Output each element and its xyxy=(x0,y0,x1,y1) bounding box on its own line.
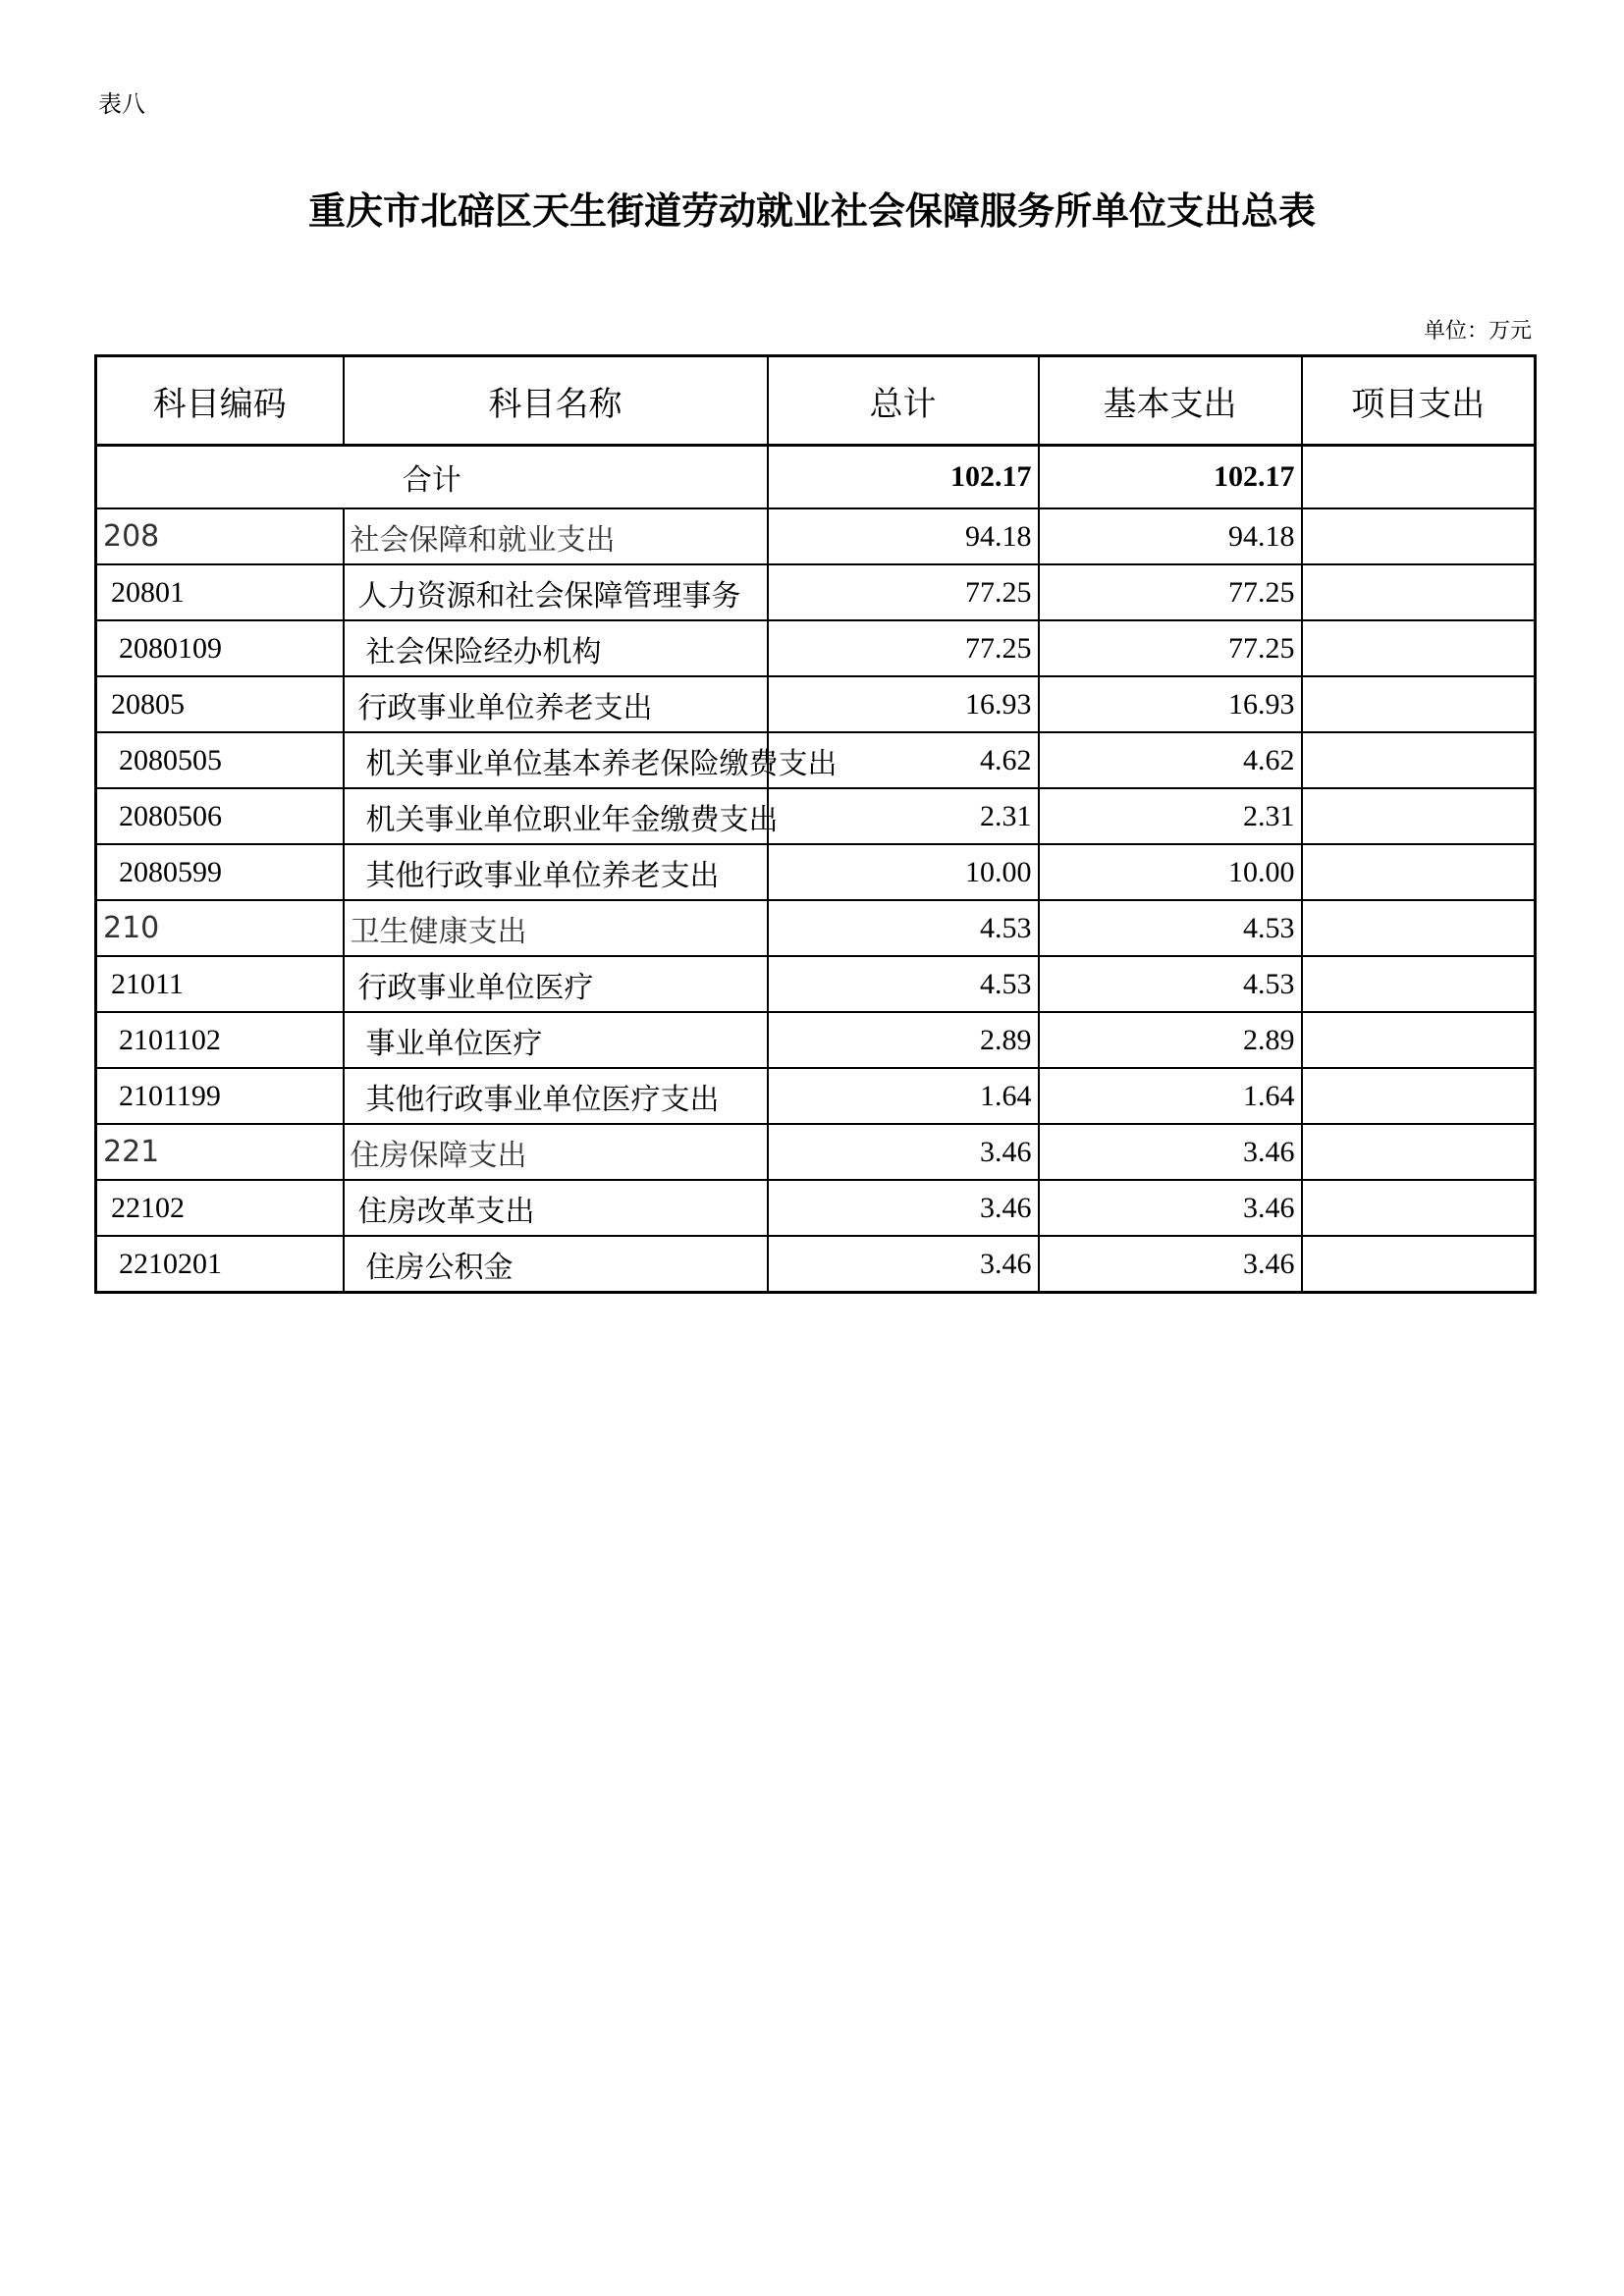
table-row xyxy=(96,508,1536,564)
row-name: 人力资源和社会保障管理事务 xyxy=(344,564,768,620)
row-basic: 4.53 xyxy=(1039,956,1302,1012)
row-code: 2080505 xyxy=(96,732,344,788)
row-project xyxy=(1302,564,1536,620)
row-total: 3.46 xyxy=(768,1180,1039,1236)
row-name: 社会保险经办机构 xyxy=(344,620,768,676)
row-name: 住房公积金 xyxy=(344,1236,768,1293)
header-project: 项目支出 xyxy=(1302,356,1536,446)
row-code: 22102 xyxy=(96,1180,344,1236)
row-name: 机关事业单位基本养老保险缴费支出 xyxy=(344,732,768,788)
table-row xyxy=(96,788,1536,844)
total-row xyxy=(96,446,1536,509)
row-total: 3.46 xyxy=(768,1236,1039,1293)
row-basic: 4.62 xyxy=(1039,732,1302,788)
row-total: 4.53 xyxy=(768,956,1039,1012)
row-name: 其他行政事业单位养老支出 xyxy=(344,844,768,900)
row-name: 行政事业单位养老支出 xyxy=(344,676,768,732)
header-total: 总计 xyxy=(768,356,1039,446)
row-name: 事业单位医疗 xyxy=(344,1012,768,1068)
page-title: 重庆市北碚区天生街道劳动就业社会保障服务所单位支出总表 xyxy=(307,188,1316,233)
row-project xyxy=(1302,676,1536,732)
table-row xyxy=(96,900,1536,956)
row-project xyxy=(1302,900,1536,956)
row-project xyxy=(1302,956,1536,1012)
row-basic: 16.93 xyxy=(1039,676,1302,732)
header-name: 科目名称 xyxy=(344,356,768,446)
table-row xyxy=(96,676,1536,732)
row-name: 卫生健康支出 xyxy=(344,900,768,956)
row-code: 221 xyxy=(96,1124,344,1180)
unit-label: 单位：万元 xyxy=(1423,319,1532,344)
table-row xyxy=(96,1068,1536,1124)
total-label: 合计 xyxy=(96,446,768,509)
row-code: 21011 xyxy=(96,956,344,1012)
row-code: 2101199 xyxy=(96,1068,344,1124)
row-code: 2080109 xyxy=(96,620,344,676)
row-name: 住房改革支出 xyxy=(344,1180,768,1236)
row-code: 2101102 xyxy=(96,1012,344,1068)
row-project xyxy=(1302,1124,1536,1180)
row-total: 77.25 xyxy=(768,620,1039,676)
row-basic: 94.18 xyxy=(1039,508,1302,564)
row-code: 2080599 xyxy=(96,844,344,900)
row-code: 2210201 xyxy=(96,1236,344,1293)
row-basic: 3.46 xyxy=(1039,1236,1302,1293)
table-number-label: 表八 xyxy=(98,90,145,118)
row-code: 2080506 xyxy=(96,788,344,844)
header-code: 科目编码 xyxy=(96,356,344,446)
row-total: 77.25 xyxy=(768,564,1039,620)
row-project xyxy=(1302,620,1536,676)
row-basic: 77.25 xyxy=(1039,620,1302,676)
row-total: 10.00 xyxy=(768,844,1039,900)
row-project xyxy=(1302,1012,1536,1068)
table-row xyxy=(96,1124,1536,1180)
row-basic: 3.46 xyxy=(1039,1124,1302,1180)
row-project xyxy=(1302,1068,1536,1124)
row-project xyxy=(1302,1236,1536,1293)
row-basic: 1.64 xyxy=(1039,1068,1302,1124)
table-body xyxy=(96,446,1536,1293)
table-row xyxy=(96,1012,1536,1068)
row-project xyxy=(1302,788,1536,844)
total-basic: 102.17 xyxy=(1039,446,1302,509)
table-header-row xyxy=(96,356,1536,446)
row-basic: 10.00 xyxy=(1039,844,1302,900)
expenditure-table xyxy=(94,354,1537,1294)
row-total: 94.18 xyxy=(768,508,1039,564)
row-total: 3.46 xyxy=(768,1124,1039,1180)
row-basic: 2.89 xyxy=(1039,1012,1302,1068)
row-code: 210 xyxy=(96,900,344,956)
row-total: 4.53 xyxy=(768,900,1039,956)
row-basic: 3.46 xyxy=(1039,1180,1302,1236)
total-project xyxy=(1302,446,1536,509)
table-row xyxy=(96,732,1536,788)
row-name: 机关事业单位职业年金缴费支出 xyxy=(344,788,768,844)
row-total: 2.89 xyxy=(768,1012,1039,1068)
row-total: 1.64 xyxy=(768,1068,1039,1124)
table-row xyxy=(96,956,1536,1012)
row-project xyxy=(1302,732,1536,788)
row-name: 住房保障支出 xyxy=(344,1124,768,1180)
row-name: 社会保障和就业支出 xyxy=(344,508,768,564)
header-basic: 基本支出 xyxy=(1039,356,1302,446)
row-basic: 77.25 xyxy=(1039,564,1302,620)
row-project xyxy=(1302,1180,1536,1236)
row-total: 4.62 xyxy=(768,732,1039,788)
table-row xyxy=(96,844,1536,900)
row-basic: 4.53 xyxy=(1039,900,1302,956)
table-row xyxy=(96,1180,1536,1236)
row-project xyxy=(1302,844,1536,900)
row-total: 16.93 xyxy=(768,676,1039,732)
row-name: 行政事业单位医疗 xyxy=(344,956,768,1012)
table-row xyxy=(96,564,1536,620)
table-row xyxy=(96,620,1536,676)
row-code: 20801 xyxy=(96,564,344,620)
row-name: 其他行政事业单位医疗支出 xyxy=(344,1068,768,1124)
row-code: 20805 xyxy=(96,676,344,732)
table-row xyxy=(96,1236,1536,1293)
row-total: 2.31 xyxy=(768,788,1039,844)
row-project xyxy=(1302,508,1536,564)
total-total: 102.17 xyxy=(768,446,1039,509)
row-code: 208 xyxy=(96,508,344,564)
row-basic: 2.31 xyxy=(1039,788,1302,844)
